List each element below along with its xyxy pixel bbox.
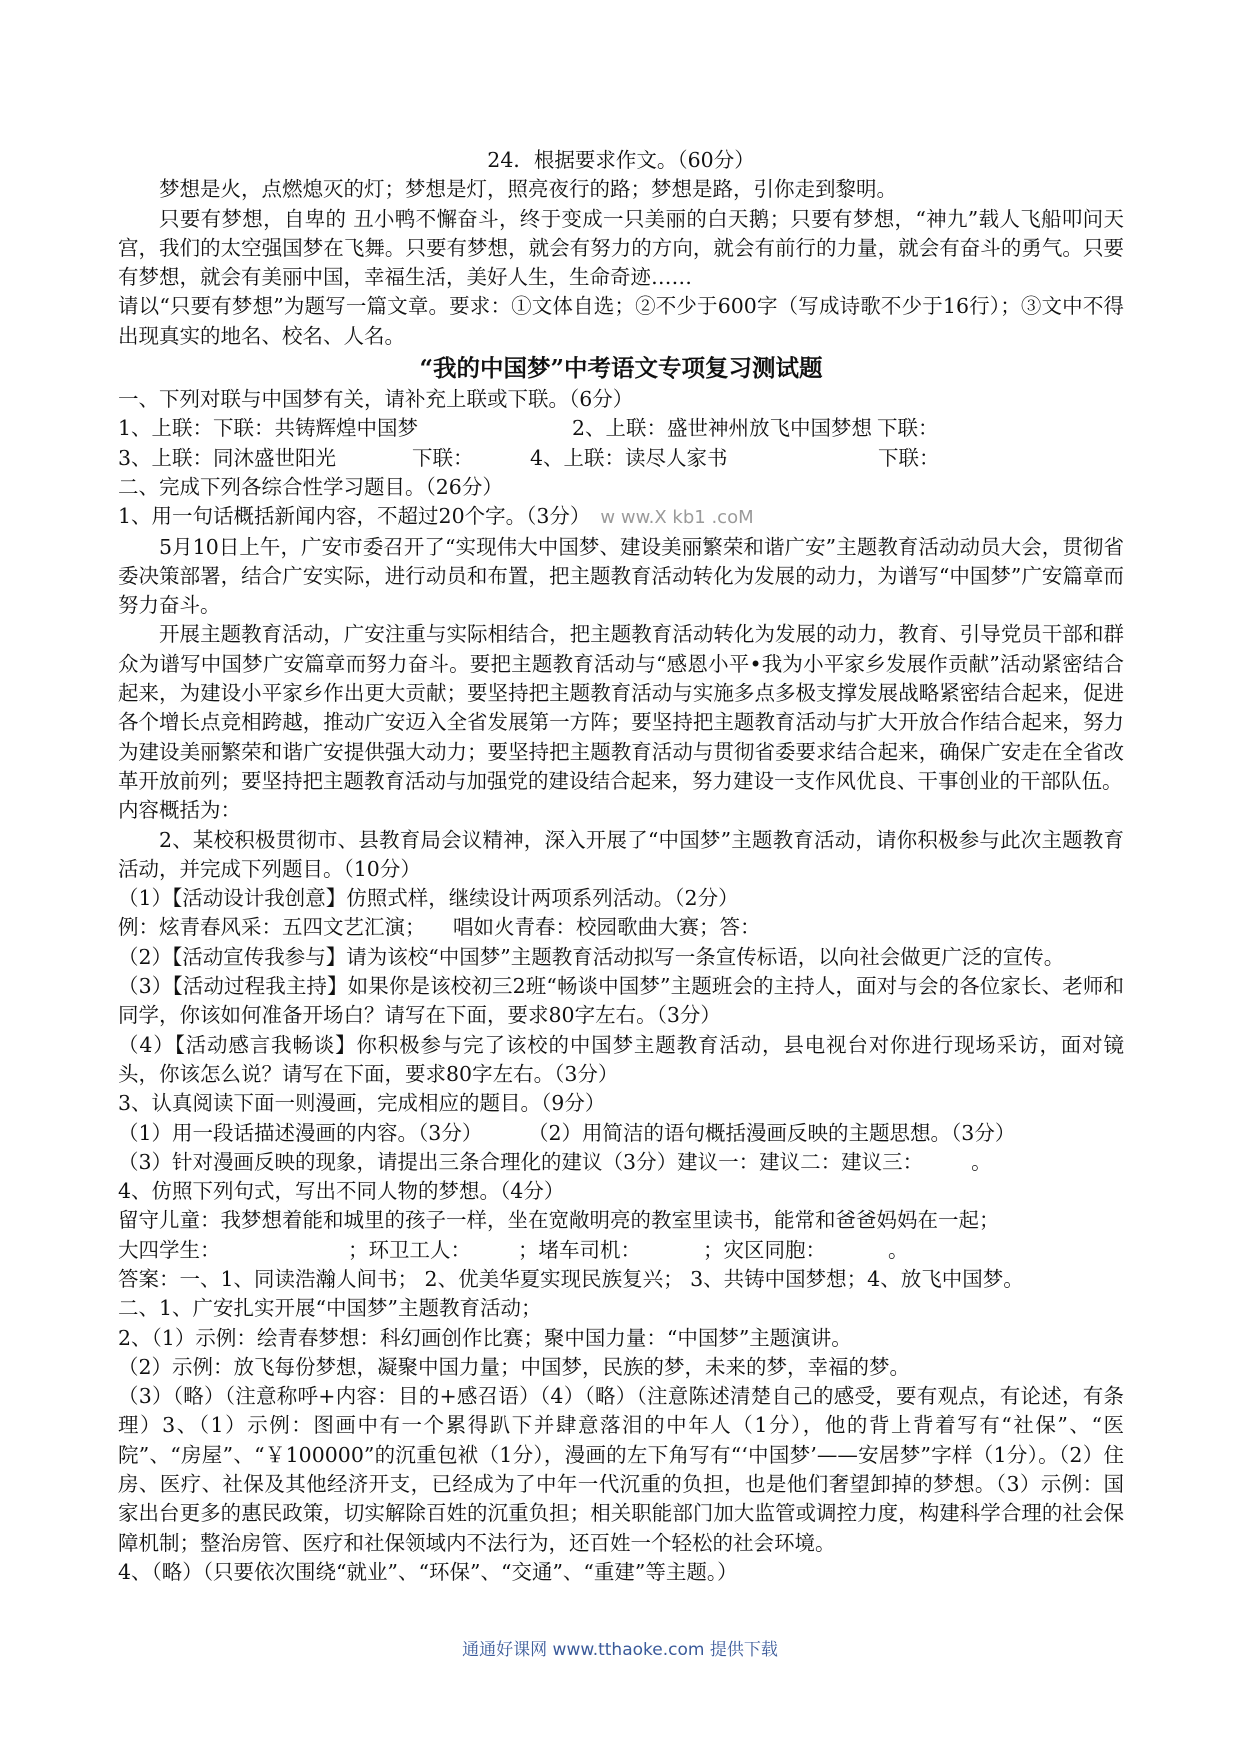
couplet-4: 4、上联：读尽人家书 <box>530 445 728 470</box>
couplet-4-answer-label: 下联： <box>878 445 940 470</box>
news-paragraph-2: 开展主题教育活动，广安注重与实际相结合，把主题教育活动转化为发展的动力，教育、引导党员干部和群众为谱写中国梦广安篇章而努力奋斗。要把主题教育活动与“感恩小平•我为小平家乡发展作贡献”活动紧密结合起来，为建设小平家乡作出更大贡献；要坚持把主题教育活动与实施多点多极支撑发展战略紧密结合起来，促进各个增长点竞相跨越，推动广安迈入全省发展第一方阵；要坚持把主题教育活动与扩大开放合作结合起来，努力为建设美丽繁荣和谐广安提供强大动力；要坚持把主题教育活动与贯彻省委要求结合起来，确保广安走在全省改革开放前列；要坚持把主题教育活动与加强党的建设结合起来，努力建设一支作风优良、干事创业的干部队伍。 <box>118 622 1124 793</box>
essay-heading: 24．根据要求作文。（60分） <box>487 148 755 172</box>
question-3-2: （2）用简洁的语句概括漫画反映的主题思想。（3分） <box>528 1120 1016 1145</box>
question-4: 4、仿照下列句式，写出不同人物的梦想。（4分） <box>118 1179 565 1204</box>
question-2-1: （1）【活动设计我创意】仿照式样，继续设计两项系列活动。（2分） <box>118 886 739 911</box>
couplet-2: 2、上联：盛世神州放飞中国梦想 <box>572 416 873 441</box>
blank-student: 大四学生： <box>118 1237 221 1262</box>
answer-line-3: 2、（1）示例：绘青春梦想：科幻画创作比赛；聚中国力量：“中国梦”主题演讲。 <box>118 1325 852 1350</box>
answer-line-6: 4、（略）（只要依次围绕“就业”、“环保”、“交通”、“重建”等主题。） <box>118 1559 738 1584</box>
section1-heading: 一、下列对联与中国梦有关，请补充上联或下联。（6分） <box>118 387 634 412</box>
summary-label: 内容概括为： <box>118 798 241 823</box>
couplet-3-answer-label: 下联： <box>412 445 474 470</box>
news-paragraph-1: 5月10日上午，广安市委召开了“实现伟大中国梦、建设美丽繁荣和谐广安”主题教育活动动员大会，贯彻省委决策部署，结合广安实际，进行动员和布置，把主题教育活动转化为发展的动力，为谱写“中国梦”广安篇章而努力奋斗。 <box>118 534 1124 618</box>
page-title: “我的中国梦”中考语文专项复习测试题 <box>419 354 823 383</box>
footer-source: 通通好课网 www.tthaoke.com 提供下载 <box>462 1640 778 1660</box>
blank-victim: ；灾区同胞： <box>703 1237 826 1262</box>
couplet-3: 3、上联：同沐盛世阳光 <box>118 445 337 470</box>
question-3-3-end: 。 <box>971 1149 992 1174</box>
example-b: 唱如火青春：校园歌曲大赛；答： <box>453 915 761 940</box>
question-1-text: 1、用一句话概括新闻内容，不超过20个字。（3分） <box>118 504 591 529</box>
couplet-row-2 <box>118 444 1124 473</box>
watermark-text: w ww.X kb1 .coM <box>600 507 754 529</box>
question-3-3: （3）针对漫画反映的现象，请提出三条合理化的建议（3分）建议一：建议二：建议三： <box>118 1149 924 1174</box>
question-2-4: （4）【活动感言我畅谈】你积极参与完了该校的中国梦主题教育活动，县电视台对你进行现场采访，面对镜头，你该怎么说？请写在下面，要求80字左右。（3分） <box>118 1032 1124 1086</box>
essay-paragraph-1: 梦想是火，点燃熄灭的灯；梦想是灯，照亮夜行的路；梦想是路，引你走到黎明。 <box>159 177 897 202</box>
answer-line-1: 答案：一、1、同读浩瀚人间书； 2、优美华夏实现民族复兴； 3、共铸中国梦想；4、放飞中国梦。 <box>118 1266 1024 1291</box>
example-a: 例：炫青春风采：五四文艺汇演； <box>118 915 426 940</box>
question-4-example: 留守儿童：我梦想着能和城里的孩子一样，坐在宽敞明亮的教室里读书，能常和爸爸妈妈在一起； <box>118 1208 1000 1233</box>
question-1 <box>118 502 1124 532</box>
essay-requirements: 请以“只要有梦想”为题写一篇文章。要求：①文体自选；②不少于600字（写成诗歌不少于16行）；③文中不得出现真实的地名、校名、人名。 <box>118 294 1124 348</box>
question-3-3-row <box>118 1148 1124 1177</box>
blank-driver: ；堵车司机： <box>518 1237 641 1262</box>
couplet-row-1 <box>118 414 1124 443</box>
answer-line-5: （3）（略）（注意称呼+内容：目的+感召语）（4）（略）（注意陈述清楚自己的感受，要有观点，有论述，有条理）3、（1）示例：图画中有一个累得趴下并肆意落泪的中年人（1分），他的背上背着写有“社保”、“医院”、“房屋”、“￥100000”的沉重包袱（1分），漫画的左下角写有“‘中国梦’——安居梦”字样（1分）。（2）住房、医疗、社保及其他经济开支，已经成为了中年一代沉重的负担，也是他们奢望卸掉的梦想。（3）示例：国家出台更多的惠民政策，切实解除百姓的沉重负担；相关职能部门加大监管或调控力度，构建科学合理的社会保障机制；整治房管、医疗和社保领域内不法行为，还百姓一个轻松的社会环境。 <box>118 1384 1124 1555</box>
question-2: 2、某校积极贯彻市、县教育局会议精神，深入开展了“中国梦”主题教育活动，请你积极参与此次主题教育活动，并完成下列题目。（10分） <box>118 827 1124 881</box>
answer-line-2: 二、1、广安扎实开展“中国梦”主题教育活动； <box>118 1296 542 1321</box>
couplet-2-answer-label: 下联： <box>877 416 939 441</box>
question-2-example <box>118 913 1124 942</box>
question-3-1: （1）用一段话描述漫画的内容。（3分） <box>118 1120 483 1145</box>
blank-end: 。 <box>888 1237 909 1262</box>
couplet-1: 1、上联：下联：共铸辉煌中国梦 <box>118 416 419 441</box>
blank-cleaner: ；环卫工人： <box>348 1237 471 1262</box>
question-3-row <box>118 1119 1124 1148</box>
section2-heading: 二、完成下列各综合性学习题目。（26分） <box>118 474 503 499</box>
question-4-blanks <box>118 1236 1124 1265</box>
answer-line-4: （2）示例：放飞每份梦想，凝聚中国力量；中国梦，民族的梦，未来的梦，幸福的梦。 <box>118 1354 911 1379</box>
document-page <box>118 146 1124 1587</box>
essay-paragraph-2: 只要有梦想，自卑的 丑小鸭不懈奋斗，终于变成一只美丽的白天鹅；只要有梦想，“神九”载人飞船叩问天宫，我们的太空强国梦在飞舞。只要有梦想，就会有努力的方向，就会有前行的力量，就会有奋斗的勇气。只要有梦想，就会有美丽中国，幸福生活，美好人生，生命奇迹…… <box>118 206 1124 290</box>
question-2-3: （3）【活动过程我主持】如果你是该校初三2班“畅谈中国梦”主题班会的主持人，面对与会的各位家长、老师和同学，你该如何准备开场白？请写在下面，要求80字左右。（3分） <box>118 974 1124 1028</box>
question-2-2: （2）【活动宣传我参与】请为该校“中国梦”主题教育活动拟写一条宣传标语，以向社会做更广泛的宣传。 <box>118 944 1065 969</box>
question-3: 3、认真阅读下面一则漫画，完成相应的题目。（9分） <box>118 1091 606 1116</box>
